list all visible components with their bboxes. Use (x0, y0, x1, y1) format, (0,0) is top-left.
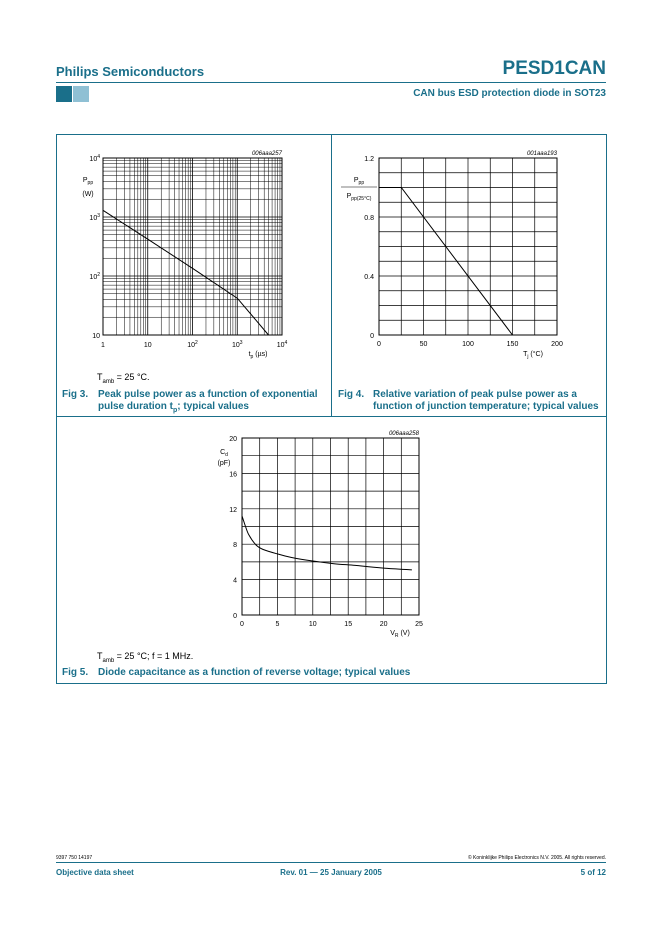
fig4-x-tick: 100 (462, 341, 474, 348)
fig5-x-tick: 20 (379, 621, 388, 628)
doc-status: Objective data sheet (56, 868, 134, 877)
fig5-code: 006aaa258 (388, 431, 419, 437)
fig5-caption-label: Fig 5. (62, 667, 89, 678)
fig4-caption: Relative variation of peak pulse power as a function of junction temperature; typical values (373, 389, 599, 412)
fig4-x-tick: 150 (506, 341, 519, 348)
fig4-y-tick: 1.2 (364, 156, 374, 163)
fig3-ylabel-p: $P_{pp}$ (82, 177, 94, 186)
revision: Rev. 01 — 25 January 2005 (280, 868, 382, 877)
fig3-y-tick: $10^4$ (89, 154, 100, 163)
fig3-y-tick: $10^3$ (89, 213, 100, 222)
fig4-ylabel-num: $P_{pp}$ (353, 177, 365, 186)
copyright: © Koninklijke Philips Electronics N.V. 2005. All rights reserved. (467, 855, 606, 861)
fig3-y-tick: 10 (92, 333, 100, 340)
figure-divider-vertical (331, 134, 332, 416)
fig5-y-tick: 12 (229, 506, 237, 514)
fig5-y-tick: 0 (233, 613, 237, 620)
fig3-code: 006aaa257 (251, 151, 282, 157)
fig5-x-tick: 0 (240, 621, 244, 628)
fig3-chart (60, 145, 300, 365)
fig4-grid (379, 158, 557, 335)
fig5-y-tick: 8 (233, 542, 237, 550)
brand-square-light (73, 86, 89, 102)
document-subtitle: CAN bus ESD protection diode in SOT23 (413, 88, 606, 99)
fig3-x-tick: 10 (143, 342, 152, 349)
fig4-chart (335, 145, 597, 365)
fig5-y-tick: 4 (233, 577, 237, 585)
fig3-x-tick: 1 (101, 342, 105, 349)
product-title: PESD1CAN (502, 58, 606, 79)
page-number: 5 of 12 (580, 868, 606, 877)
fig5-ylabel-unit: (pF) (217, 460, 231, 467)
fig4-x-tick: 0 (377, 341, 381, 348)
fig4-xlabel: $T_j$ (°C) (523, 351, 543, 360)
fig5-ylabel-c: $C_d$ (220, 449, 228, 458)
fig3-grid (103, 158, 282, 335)
fig5-caption: Diode capacitance as a function of reverse voltage; typical values (98, 667, 411, 678)
fig3-y-tick: $10^2$ (89, 272, 100, 281)
fig4-caption-label: Fig 4. (338, 389, 365, 400)
fig4-y-tick: 0.4 (364, 274, 374, 281)
fig5-y-tick: 20 (229, 436, 237, 443)
fig4-x-tick: 50 (419, 341, 428, 348)
fig3-x-tick: $10^4$ (276, 340, 288, 349)
fig5-x-tick: 25 (415, 621, 423, 628)
fig3-tick-labels (89, 154, 287, 349)
fig3-x-tick: $10^2$ (187, 340, 198, 349)
fig4-y-tick: 0 (370, 333, 374, 340)
fig3-ylabel-unit: (W) (82, 191, 94, 198)
footer-rule (56, 862, 606, 863)
fig5-note: $T_{amb} = 25$ °C; f = 1 MHz. (97, 651, 194, 664)
company-name: Philips Semiconductors (56, 64, 205, 79)
fig4-ylabel-den: $P_{pp(25^\circ C)}$ (346, 193, 372, 202)
fig5-x-tick: 5 (275, 621, 280, 628)
fig5-chart (200, 427, 440, 642)
fig5-x-tick: 10 (308, 621, 317, 628)
fig5-xlabel: $V_R$ (V) (390, 630, 410, 639)
header-rule (56, 82, 606, 83)
fig3-xlabel: $t_p$ (µs) (248, 351, 268, 360)
brand-square-dark (56, 86, 72, 102)
fig4-tick-labels (364, 156, 563, 348)
fig3-note: $T_{amb} = 25$ °C. (97, 372, 150, 385)
fig3-caption: Peak pulse power as a function of exponential pulse duration $t_p$; typical values (98, 389, 318, 414)
fig3-x-tick: $10^3$ (231, 340, 243, 349)
fig4-y-tick: 0.8 (364, 215, 374, 222)
fig5-tick-labels (229, 436, 423, 628)
fig4-x-tick: 200 (551, 341, 563, 348)
fig3-caption-label: Fig 3. (62, 389, 89, 400)
fig5-grid (242, 438, 419, 615)
fig4-code: 001aaa193 (526, 151, 557, 157)
doc-number: 9397 750 14197 (56, 855, 93, 861)
fig5-y-tick: 16 (229, 471, 237, 479)
fig5-x-tick: 15 (344, 621, 353, 628)
